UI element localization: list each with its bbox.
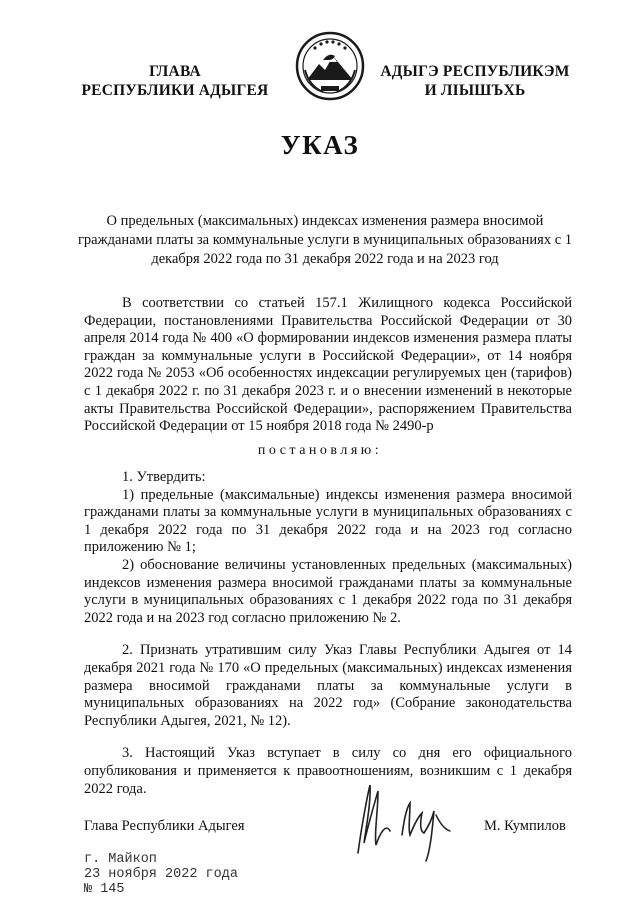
- item-2: 2. Признать утратившим силу Указ Главы Республики Адыгея от 14 декабря 2021 года № 170 «О предельных (максимальных) индексах изменения размера вносимой гражданами платы за коммунальные услуги в муниципальных образованиях на 2022 год» (Собрание законодательства Республики Адыгея, 2021, № 12).: [84, 642, 572, 729]
- issue-city: г. Майкоп: [84, 852, 157, 867]
- document-title: О предельных (максимальных) индексах изменения размера вносимой гражданами платы за коммунальные услуги в муниципальных образованиях с 1 декабря 2022 года по 31 декабря 2022 года и на 2023 год: [77, 213, 573, 267]
- preamble-text: В соответствии со статьей 157.1 Жилищного кодекса Российской Федерации, постановлениями Правительства Российской Федерации от 30 апреля 2014 года № 400 «О формировании индексов изменения размера платы граждан за коммунальные услуги в Российской Федерации», от 14 ноября 2022 года № 2053 «Об особенностях индексации регулируемых цен (тарифов) с 1 декабря 2022 г. по 31 декабря 2023 г. и о внесении изменений в некоторые акты Правительства Российской Федерации», распоряжением Правительства Российской Федерации от 15 ноября 2018 года № 2490-р: [84, 295, 572, 435]
- header-left-line2: РЕСПУБЛИКИ АДЫГЕЯ: [81, 82, 269, 99]
- preamble: [84, 295, 572, 436]
- item-1-1: 1) предельные (максимальные) индексы изменения размера вносимой гражданами платы за коммунальные услуги в муниципальных образованиях с 1 декабря 2022 года по 31 декабря 2022 года и на 2023 год согласно приложению № 1;: [84, 486, 572, 556]
- item-1-2: 2) обоснование величины установленных предельных (максимальных) индексов изменения размера вносимой гражданами платы за коммунальные услуги в муниципальных образованиях с 1 декабря 2022 года по 31 декабря 2022 года и на 2023 год согласно приложению № 2.: [84, 556, 572, 626]
- header-right: [380, 62, 570, 100]
- signer-name: М. Кумпилов: [484, 818, 566, 834]
- header-left: [80, 62, 270, 100]
- header-right-line2: И ЛІЫШЪХЬ: [424, 82, 526, 99]
- coat-of-arms-emblem: [295, 30, 365, 102]
- decree-items: [84, 469, 572, 798]
- issue-date: 23 ноября 2022 года: [84, 867, 238, 882]
- item-1: 1. Утвердить:: [122, 469, 206, 485]
- handwritten-signature: [340, 773, 475, 863]
- header-right-line1: АДЫГЭ РЕСПУБЛИКЭМ: [380, 63, 570, 80]
- issue-number: № 145: [84, 882, 125, 897]
- header-left-line1: ГЛАВА: [149, 63, 201, 80]
- issue-details: [84, 852, 238, 897]
- signer-position: Глава Республики Адыгея: [84, 818, 245, 834]
- item-3: 3. Настоящий Указ вступает в силу со дня его официального опубликования и применяется к правоотношениям, возникшим с 1 декабря 2022 года.: [84, 745, 572, 797]
- resolve-word: постановляю:: [257, 443, 383, 458]
- document-type-heading: УКАЗ: [280, 130, 360, 160]
